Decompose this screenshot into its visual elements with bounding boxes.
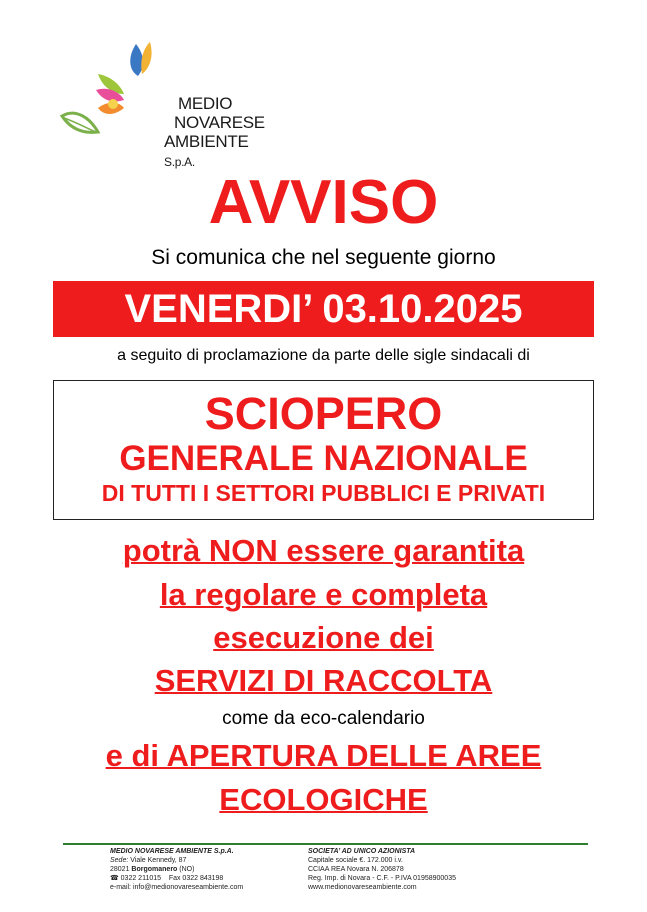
footer-city: [110, 865, 243, 874]
footer-company-name: MEDIO NOVARESE AMBIENTE S.p.A.: [110, 848, 234, 855]
strike-subtitle: GENERALE NAZIONALE: [119, 439, 528, 478]
message-line-6: e di APERTURA DELLE AREE: [105, 738, 542, 773]
date-banner: VENERDI’ 03.10.2025: [53, 281, 594, 337]
message-line-3: esecuzione dei: [213, 620, 434, 655]
footer-cap: 28021: [110, 866, 130, 873]
message-line-1: potrà NON essere garantita: [122, 533, 525, 568]
logo-line-2: NOVARESE: [174, 113, 265, 132]
notice-reason: a seguito di proclamazione da parte delle sigle sindacali di: [117, 347, 530, 364]
logo-wordmark: [164, 94, 265, 172]
footer-divider: [63, 843, 588, 845]
footer-fax: Fax 0322 843198: [168, 875, 224, 882]
message-line-4: SERVIZI DI RACCOLTA: [154, 663, 493, 698]
logo-line-3: [164, 132, 265, 172]
footer-email: e-mail: info@medionovareseambiente.com: [110, 884, 244, 891]
footer-seat: [110, 856, 243, 865]
footer-seat-address: Viale Kennedy, 87: [130, 857, 187, 864]
notice-title: AVVISO: [208, 168, 439, 237]
footer-company-info: [110, 847, 243, 892]
message-line-2: la regolare e completa: [159, 577, 488, 612]
footer-capital: Capitale sociale €. 172.000 i.v.: [308, 857, 403, 864]
logo-suffix: S.p.A.: [164, 155, 195, 169]
footer-legal-info: [308, 847, 456, 892]
footer-rea: CCIAA REA Novara N. 206878: [308, 866, 404, 873]
footer-legal-header: SOCIETA’ AD UNICO AZIONISTA: [308, 848, 416, 855]
strike-title: SCIOPERO: [204, 388, 443, 439]
company-logo: [58, 36, 265, 169]
strike-box: [53, 380, 594, 520]
footer-seat-label: Sede:: [110, 857, 129, 864]
flower-logo-icon: [58, 36, 178, 156]
logo-line-3-text: AMBIENTE: [164, 132, 249, 151]
message-line-5: come da eco-calendario: [222, 708, 425, 729]
logo-line-1: MEDIO: [178, 94, 233, 113]
notice-intro: Si comunica che nel seguente giorno: [151, 246, 496, 269]
strike-scope: DI TUTTI I SETTORI PUBBLICI E PRIVATI: [101, 480, 546, 506]
footer-phone: ☎ 0322 211015: [110, 875, 162, 882]
footer-website[interactable]: www.medionovareseambiente.com: [308, 884, 417, 891]
footer-registry: Reg. Imp. di Novara - C.F. - P.IVA 01958900035: [308, 875, 456, 882]
footer-city-name: Borgomanero: [131, 866, 178, 873]
footer-contacts: [110, 874, 243, 883]
message-line-7: ECOLOGICHE: [219, 782, 428, 817]
footer-prov: (NO): [179, 866, 195, 873]
